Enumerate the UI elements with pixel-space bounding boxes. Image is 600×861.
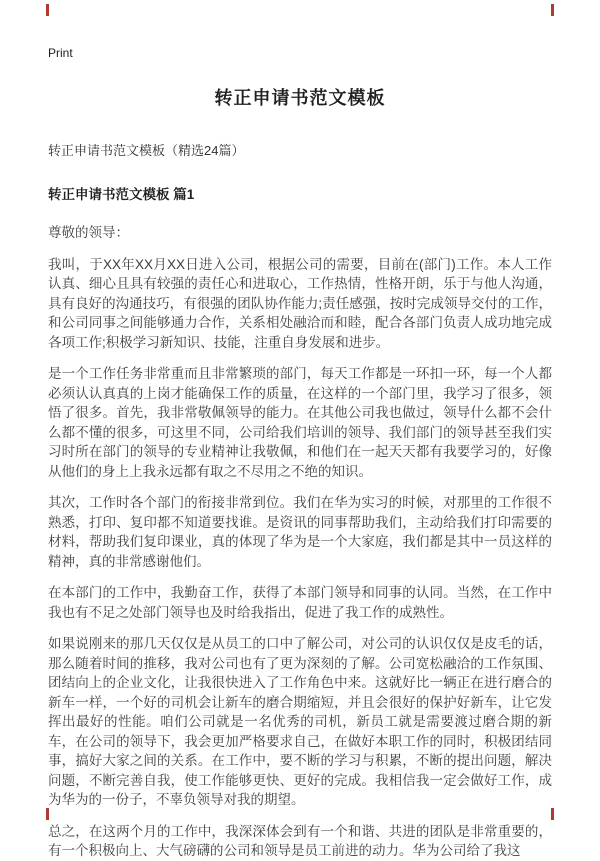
document-body	[48, 223, 552, 861]
paragraph: 在本部门的工作中，我勤奋工作，获得了本部门领导和同事的认同。当然，在工作中我也有不足之处部门领导也及时给我指出，促进了我工作的成熟性。	[48, 585, 552, 620]
section-heading: 转正申请书范文模板 篇1	[48, 187, 195, 202]
paragraph: 如果说刚来的那几天仅仅是从员工的口中了解公司，对公司的认识仅仅是皮毛的话，那么随着时间的推移，我对公司也有了更为深刻的了解。公司宽松融洽的工作氛围、团结向上的企业文化，让我很快进入了工作角色中来。这就好比一辆正在进行磨合的新车一样，一个好的司机会让新车的磨合期缩短，并且会很好的保护好新车，让它发挥出最好的性能。咱们公司就是一名优秀的司机，新员工就是需要渡过磨合期的新车，在公司的领导下，我会更加严格要求自己，在做好本职工作的同时，积极团结同事，搞好大家之间的关系。在工作中，要不断的学习与积累，不断的提出问题，解决问题，不断完善自我，使工作能够更快、更好的完成。我相信我一定会做好工作，成为华为的一份子，不辜负领导对我的期望。	[48, 636, 552, 807]
paragraph: 尊敬的领导：	[48, 225, 129, 240]
paragraph: 我叫，于XX年XX月XX日进入公司，根据公司的需要，目前在(部门)工作。本人工作认真、细心且具有较强的责任心和进取心，工作热情，性格开朗，乐于与他人沟通，具有良好的沟通技巧，有很强的团队协作能力;责任感强，按时完成领导交付的工作，和公司同事之间能够通力合作，关系相处融洽而和睦，配合各部门负责人成功地完成各项工作;积极学习新知识、技能，注重自身发展和进步。	[48, 256, 552, 350]
paragraph: 是一个工作任务非常重而且非常繁琐的部门，每天工作都是一环扣一环，每一个人都必须认认真真的上岗才能确保工作的质量，在这样的一个部门里，我学习了很多，领悟了很多。首先，我非常敬佩领导的能力。在其他公司我也做过，领导什么都不会什么都不懂的很多，可这里不同，公司给我们培训的领导、我们部门的领导甚至我们实习时所在部门的领导的专业精神让我敬佩，和他们在一起天天都有我要学习的，好像从他们的身上上我永远都有取之不尽用之不绝的知识。	[48, 366, 552, 479]
crop-mark-top-left	[46, 4, 49, 16]
page-title: 转正申请书范文模板	[214, 88, 386, 108]
paragraph: 其次，工作时各个部门的衔接非常到位。我们在华为实习的时候，对那里的工作很不熟悉，打印、复印都不知道要找谁。是资讯的同事帮助我们，主动给我们打印需要的材料，帮助我们复印课业，真的体现了华为是一个大家庭，我们都是其中一员这样的精神，真的非常感谢他们。	[48, 495, 552, 569]
crop-mark-top-right	[551, 4, 554, 16]
print-label: Print	[48, 46, 73, 60]
crop-mark-bottom-right	[551, 808, 554, 820]
document-subtitle: 转正申请书范文模板（精选24篇）	[48, 143, 245, 158]
paragraph: 总之，在这两个月的工作中，我深深体会到有一个和谐、共进的团队是非常重要的，有一个积极向上、大气磅礴的公司和领导是员工前进的动力。华为公司给了我这	[48, 823, 552, 858]
crop-mark-bottom-left	[46, 808, 49, 820]
